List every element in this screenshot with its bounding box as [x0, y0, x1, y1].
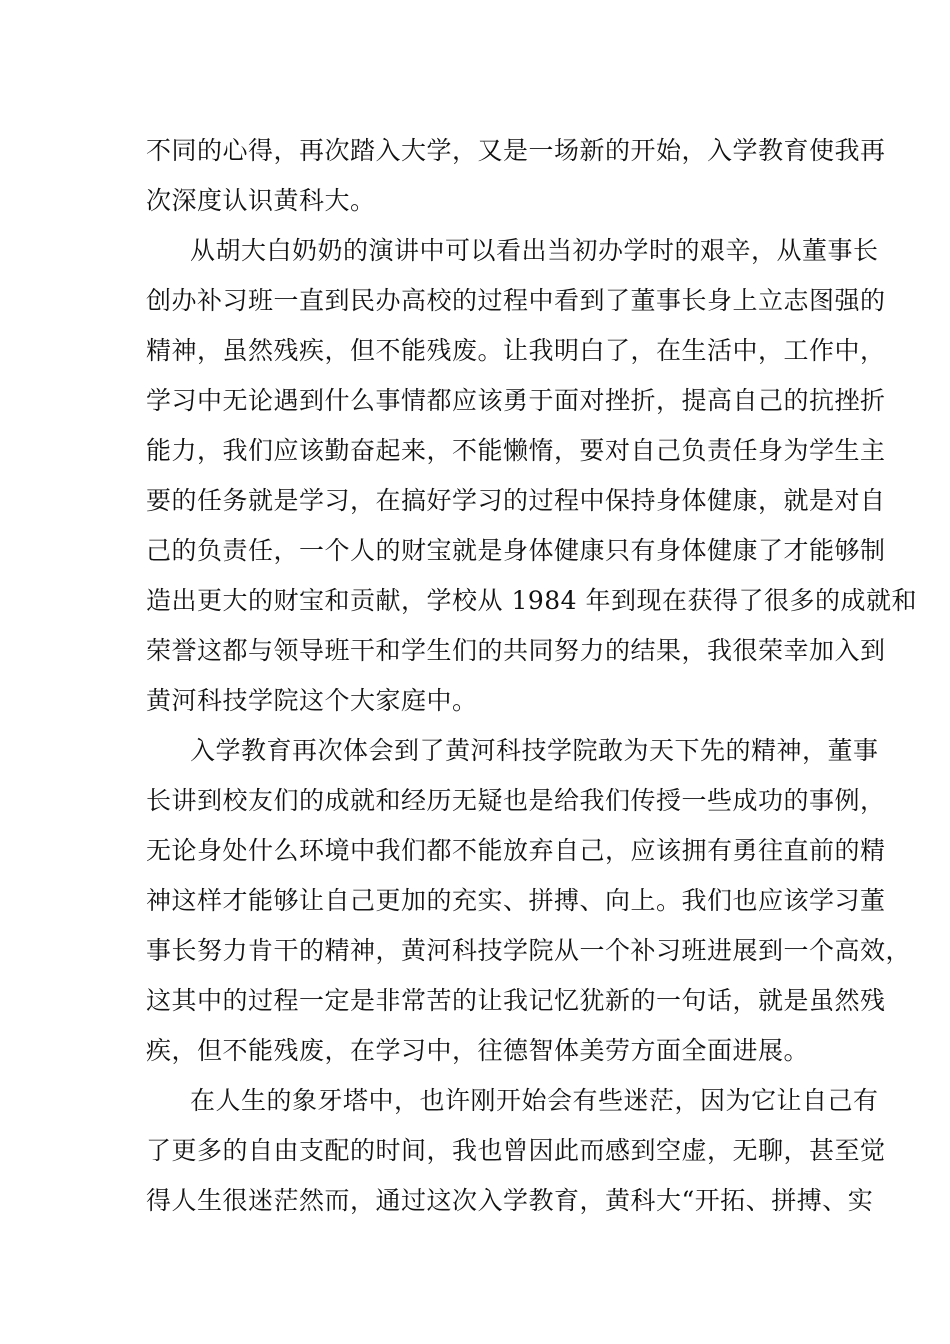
text-line: 疾，但不能残废，在学习中，往德智体美劳方面全面进展。 [146, 1036, 810, 1065]
text-line: 黄河科技学院这个大家庭中。 [146, 686, 478, 715]
text-line: 次深度认识黄科大。 [146, 186, 376, 215]
paragraph-first-line: 在人生的象牙塔中，也许刚开始会有些迷茫，因为它让自己有 [190, 1086, 879, 1115]
text-line: 无论身处什么环境中我们都不能放弃自己，应该拥有勇往直前的精 [146, 836, 886, 865]
text-line: 学习中无论遇到什么事情都应该勇于面对挫折，提高自己的抗挫折 [146, 386, 886, 415]
text-line: 不同的心得，再次踏入大学，又是一场新的开始，入学教育使我再 [146, 136, 886, 165]
text-line: 己的负责任，一个人的财宝就是身体健康只有身体健康了才能够制 [146, 536, 886, 565]
text-line: 事长努力肯干的精神，黄河科技学院从一个补习班进展到一个高效， [146, 936, 912, 965]
text-line: 这其中的过程一定是非常苦的让我记忆犹新的一句话，就是虽然残 [146, 986, 886, 1015]
text-line: 神这样才能够让自己更加的充实、拼搏、向上。我们也应该学习董 [146, 886, 886, 915]
text-line: 能力，我们应该勤奋起来，不能懒惰，要对自己负责任身为学生主 [146, 436, 886, 465]
paragraph-first-line: 入学教育再次体会到了黄河科技学院敢为天下先的精神，董事 [190, 736, 879, 765]
text-line: 精神，虽然残疾，但不能残废。让我明白了，在生活中，工作中， [146, 336, 886, 365]
text-line: 了更多的自由支配的时间，我也曾因此而感到空虚，无聊，甚至觉 [146, 1136, 886, 1165]
text-line: 创办补习班一直到民办高校的过程中看到了董事长身上立志图强的 [146, 286, 886, 315]
text-line: 长讲到校友们的成就和经历无疑也是给我们传授一些成功的事例， [146, 786, 886, 815]
paragraph-first-line: 从胡大白奶奶的演讲中可以看出当初办学时的艰辛，从董事长 [190, 236, 879, 265]
text-line: 荣誉这都与领导班干和学生们的共同努力的结果，我很荣幸加入到 [146, 636, 886, 665]
text-line: 得人生很迷茫然而，通过这次入学教育，黄科大“开拓、拼搏、实 [146, 1186, 874, 1215]
text-line: 造出更大的财宝和贡献，学校从 1984 年到现在获得了很多的成就和 [146, 586, 918, 615]
text-line: 要的任务就是学习，在搞好学习的过程中保持身体健康，就是对自 [146, 486, 886, 515]
